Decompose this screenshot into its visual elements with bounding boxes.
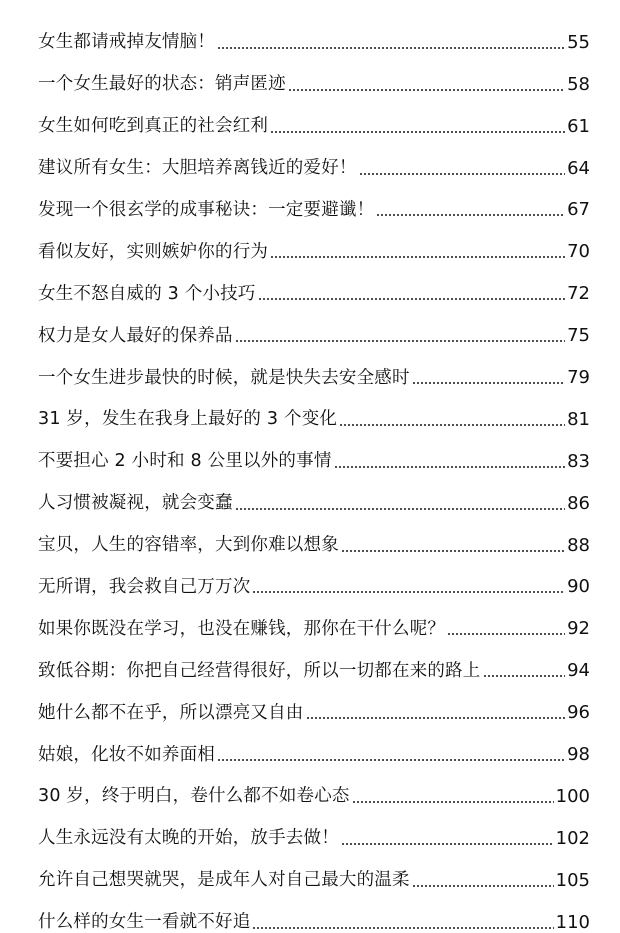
dot-leader <box>252 591 565 593</box>
toc-entry[interactable] <box>38 680 590 722</box>
toc-entry-title: 允许自己想哭就哭，是成年人对自己最大的温柔 <box>38 870 410 891</box>
dot-leader <box>270 256 565 258</box>
toc-entry-title: 她什么都不在乎，所以漂亮又自由 <box>38 702 304 723</box>
toc-entry-page: 67 <box>567 199 590 221</box>
toc-entry-page: 70 <box>567 241 590 263</box>
toc-entry[interactable] <box>38 890 590 932</box>
toc-entry-page: 58 <box>567 73 590 95</box>
dot-leader <box>412 382 565 384</box>
toc-entry-page: 61 <box>567 115 590 137</box>
toc-entry[interactable] <box>38 471 590 513</box>
toc-entry-title: 姑娘，化妆不如养面相 <box>38 744 215 765</box>
toc-entry-title: 30 岁，终于明白，卷什么都不如卷心态 <box>38 786 350 807</box>
dot-leader <box>334 466 566 468</box>
dot-leader <box>306 717 566 719</box>
toc-entry-page: 90 <box>567 576 590 598</box>
toc-entry-page: 96 <box>567 702 590 724</box>
toc-entry[interactable] <box>38 848 590 890</box>
toc-entry-page: 98 <box>567 744 590 766</box>
toc-entry-title: 建议所有女生：大胆培养离钱近的爱好！ <box>38 158 357 179</box>
toc-entry[interactable] <box>38 178 590 220</box>
toc-entry-title: 一个女生最好的状态：销声匿迹 <box>38 74 286 95</box>
toc-entry[interactable] <box>38 345 590 387</box>
toc-entry-title: 女生如何吃到真正的社会红利 <box>38 116 269 137</box>
toc-entry[interactable] <box>38 806 590 848</box>
dot-leader <box>235 340 565 342</box>
dot-leader <box>376 214 565 216</box>
toc-entry-page: 102 <box>555 827 590 849</box>
dot-leader <box>341 550 565 552</box>
dot-leader <box>359 173 565 175</box>
dot-leader <box>339 424 565 426</box>
toc-entry[interactable] <box>38 722 590 764</box>
toc-entry[interactable] <box>38 52 590 94</box>
toc-entry[interactable] <box>38 136 590 178</box>
toc-entry-title: 人生永远没有太晚的开始，放手去做！ <box>38 828 339 849</box>
dot-leader <box>412 885 554 887</box>
dot-leader <box>217 47 565 49</box>
dot-leader <box>352 801 554 803</box>
toc-entry-page: 55 <box>567 31 590 53</box>
toc-entry-page: 81 <box>567 408 590 430</box>
toc-entry[interactable] <box>38 10 590 52</box>
toc-entry-title: 如果你既没在学习，也没在赚钱，那你在干什么呢？ <box>38 618 446 639</box>
dot-leader <box>235 508 565 510</box>
toc-entry-title: 看似友好，实则嫉妒你的行为 <box>38 241 269 262</box>
toc-entry[interactable] <box>38 513 590 555</box>
toc-entry-page: 105 <box>555 869 590 891</box>
toc-entry-page: 79 <box>567 367 590 389</box>
toc-entry-title: 无所谓，我会救自己万万次 <box>38 576 251 597</box>
dot-leader <box>288 89 565 91</box>
toc-entry-title: 不要担心 2 小时和 8 公里以外的事情 <box>38 451 332 472</box>
toc-entry[interactable] <box>38 429 590 471</box>
dot-leader <box>217 759 565 761</box>
toc-entry[interactable] <box>38 764 590 806</box>
toc-entry-title: 致低谷期：你把自己经营得很好，所以一切都在来的路上 <box>38 660 481 681</box>
toc-entry[interactable] <box>38 303 590 345</box>
toc-entry-title: 发现一个很玄学的成事秘诀：一定要避谶！ <box>38 199 375 220</box>
toc-entry-title: 权力是女人最好的保养品 <box>38 325 233 346</box>
toc-entry-page: 75 <box>567 325 590 347</box>
toc-entry-page: 86 <box>567 492 590 514</box>
dot-leader <box>483 675 566 677</box>
toc-entry-title: 什么样的女生一看就不好追 <box>38 912 251 933</box>
toc-entry-page: 88 <box>567 534 590 556</box>
toc-entry-title: 31 岁，发生在我身上最好的 3 个变化 <box>38 409 338 430</box>
dot-leader <box>252 927 553 929</box>
toc-entry[interactable] <box>38 261 590 303</box>
toc-entry-page: 92 <box>567 618 590 640</box>
toc-entry-page: 100 <box>555 785 590 807</box>
dot-leader <box>258 298 566 300</box>
dot-leader <box>447 633 565 635</box>
dot-leader <box>270 131 565 133</box>
toc-entry-page: 72 <box>567 283 590 305</box>
toc-entry-page: 83 <box>567 450 590 472</box>
toc-entry[interactable] <box>38 94 590 136</box>
toc-entry-title: 一个女生进步最快的时候，就是快失去安全感时 <box>38 367 410 388</box>
dot-leader <box>341 843 554 845</box>
toc-entry-page: 94 <box>567 660 590 682</box>
toc-entry-page: 64 <box>567 157 590 179</box>
toc-entry-page: 110 <box>555 911 590 933</box>
toc-entry[interactable] <box>38 596 590 638</box>
toc-entry-title: 宝贝，人生的容错率，大到你难以想象 <box>38 535 339 556</box>
toc-entry[interactable] <box>38 219 590 261</box>
toc-entry[interactable] <box>38 638 590 680</box>
toc-entry-title: 女生都请戒掉友情脑！ <box>38 32 215 53</box>
toc-entry[interactable] <box>38 387 590 429</box>
toc-entry-title: 女生不怒自威的 3 个小技巧 <box>38 283 256 304</box>
toc-entry-title: 人习惯被凝视，就会变蠢 <box>38 493 233 514</box>
toc-entry[interactable] <box>38 555 590 597</box>
